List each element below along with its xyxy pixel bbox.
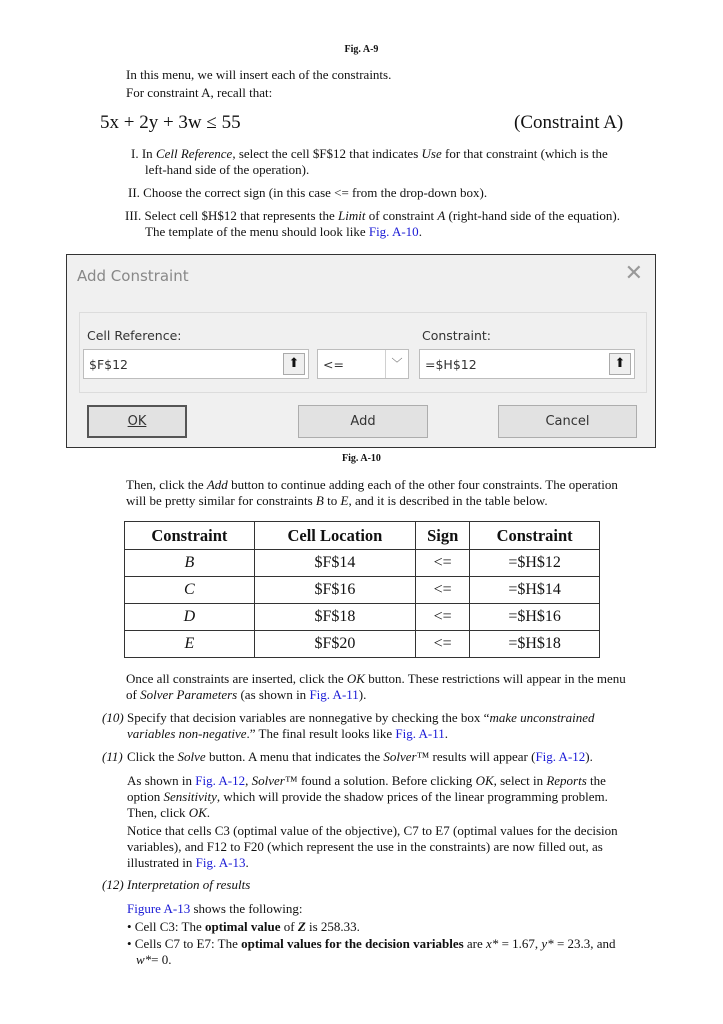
constraint-label: Constraint: <box>422 328 492 343</box>
table-cell: <= <box>416 577 470 604</box>
item-11-text-e: ™ results will appear ( <box>416 749 536 764</box>
item-10-text-b: make unconstrained <box>489 710 595 725</box>
item-12-heading <box>127 877 250 893</box>
step-1 <box>131 146 651 162</box>
intro-line-2: For constraint A, recall that: <box>126 85 273 100</box>
item-10-text-e: . <box>444 726 448 741</box>
add-button-label: Add <box>350 414 376 429</box>
table-cell: <= <box>416 604 470 631</box>
item-12-text: Interpretation of results <box>127 877 251 892</box>
table-cell: $F$20 <box>254 631 415 658</box>
cell-reference-value: $F$12 <box>89 357 129 372</box>
constraint-value: =$H$12 <box>425 357 477 372</box>
step-1-text-e: for that constraint (which is the <box>441 146 608 161</box>
notice-line-1: Notice that cells C3 (optimal value of the objective), C7 to E7 (optimal values for the decision <box>127 823 618 838</box>
table-cell: $F$14 <box>254 550 415 577</box>
constraint-input[interactable] <box>419 349 635 379</box>
item-11-text-b: Solve <box>177 749 206 764</box>
step-3-text-e: (right-hand side of the equation). <box>445 208 620 223</box>
once-text-b: OK <box>346 671 365 686</box>
table-cell: =$H$14 <box>470 577 600 604</box>
as-shown-g: Reports <box>546 773 587 788</box>
table-cell: B <box>125 550 255 577</box>
then-text-e: B <box>315 493 324 508</box>
bullet-1-d: Z <box>297 919 306 934</box>
step-1-text-b: Cell Reference <box>155 146 233 161</box>
bullet-2-b: optimal values for the decision variables <box>241 936 464 951</box>
results-intro-rest: shows the following: <box>190 901 303 916</box>
table-cell: E <box>125 631 255 658</box>
figure-caption-a10: Fig. A-10 <box>342 453 381 464</box>
item-11-number <box>102 749 123 765</box>
as-shown-f: , select in <box>493 773 547 788</box>
once-paragraph-line-1 <box>126 671 666 687</box>
item-11-text-c: button. A menu that indicates the <box>205 749 384 764</box>
bullet-1-c: of <box>280 919 298 934</box>
then-text-a: Then, click the <box>126 477 207 492</box>
step-3-text-c: of constraint <box>365 208 438 223</box>
step-1-number: I. <box>131 146 139 161</box>
step-3-text-d: A <box>437 208 446 223</box>
result-bullet-1 <box>127 919 360 935</box>
ok-button-label: OK <box>127 414 147 429</box>
fig-a13-link[interactable]: Fig. A-13 <box>195 855 246 870</box>
fig-a12-link-2[interactable]: Fig. A-12 <box>195 773 246 788</box>
figure-caption-a9: Fig. A-9 <box>344 44 379 55</box>
table-cell: =$H$12 <box>470 550 600 577</box>
item-11-text-f: ). <box>585 749 593 764</box>
bullet-2-g: = 23.3, and <box>553 936 616 951</box>
as-shown-e: OK <box>475 773 494 788</box>
bullet-2-a: • Cells C7 to E7: The <box>127 936 242 951</box>
header-cell-location: Cell Location <box>254 522 415 550</box>
item-10-number <box>102 710 124 726</box>
as-shown-m: OK <box>188 805 207 820</box>
item-10-num: (10) <box>102 710 124 725</box>
step-3-text-b: Limit <box>338 208 366 223</box>
table-row <box>125 604 600 631</box>
table-row <box>125 577 600 604</box>
step-2 <box>128 185 487 201</box>
chevron-down-icon[interactable]: ﹀ <box>385 350 408 378</box>
item-10-line-2 <box>127 726 667 742</box>
table-cell: <= <box>416 550 470 577</box>
as-shown-n: . <box>206 805 211 820</box>
bullet-2-d: x* <box>486 936 499 951</box>
constraints-table <box>124 521 600 658</box>
as-shown-b: , <box>245 773 252 788</box>
notice-line-2: variables), and F12 to F20 (which represent the use in the constraints) are now filled out, as <box>127 839 603 854</box>
table-cell: <= <box>416 631 470 658</box>
item-12-number <box>102 877 124 893</box>
bullet-2-e: = 1.67, <box>498 936 542 951</box>
fig-a10-link[interactable]: Fig. A-10 <box>368 224 419 239</box>
item-11-num: (11) <box>102 749 123 764</box>
bullet-2-i: = 0. <box>151 952 172 967</box>
as-shown-line-1 <box>127 773 667 789</box>
fig-a11-link-2[interactable]: Fig. A-11 <box>395 726 445 741</box>
as-shown-j: Sensitivity <box>163 789 217 804</box>
header-constraint-value: Constraint <box>470 522 600 550</box>
item-10-text-d: .” The final result looks like <box>246 726 396 741</box>
then-text-c: button to continue adding each of the other four constraints. The operation <box>227 477 618 492</box>
ok-button[interactable] <box>87 405 187 438</box>
bullet-2-f: y* <box>541 936 554 951</box>
header-constraint: Constraint <box>125 522 255 550</box>
bullet-2-c: are <box>463 936 487 951</box>
result-bullet-2-line-2 <box>136 952 172 968</box>
then-paragraph-line-1 <box>126 477 666 493</box>
table-header-row <box>125 522 600 550</box>
close-icon[interactable]: ✕ <box>624 261 643 286</box>
intro-line-1: In this menu, we will insert each of the constraints. <box>126 67 392 82</box>
cell-reference-input[interactable] <box>83 349 309 379</box>
notice-line-3b: . <box>245 855 249 870</box>
bullet-1-a: • Cell C3: The <box>127 919 205 934</box>
cancel-button[interactable] <box>498 405 637 438</box>
then-text-b: Add <box>206 477 228 492</box>
results-intro <box>127 901 303 917</box>
item-10-line-1 <box>127 710 667 726</box>
step-3-line-2-end: . <box>418 224 422 239</box>
step-3 <box>125 208 655 224</box>
once-paragraph-line-2 <box>126 687 666 703</box>
once-text-f: (as shown in <box>237 687 310 702</box>
table-cell: D <box>125 604 255 631</box>
item-11-line <box>127 749 667 765</box>
collapse-dialog-icon[interactable]: ⬆ <box>283 353 305 375</box>
table-cell: C <box>125 577 255 604</box>
table-cell: =$H$18 <box>470 631 600 658</box>
step-3-line-2-text: The template of the menu should look like <box>145 224 369 239</box>
item-12-num: (12) <box>102 877 124 892</box>
as-shown-a: As shown in <box>127 773 196 788</box>
sign-value: <= <box>323 357 344 372</box>
as-shown-c: Solver <box>251 773 285 788</box>
bullet-1-e: is 258.33. <box>305 919 360 934</box>
table-cell: $F$16 <box>254 577 415 604</box>
as-shown-k: , which will provide the shadow prices of the linear programming problem. <box>216 789 608 804</box>
as-shown-h: the <box>586 773 606 788</box>
step-2-number: II. <box>128 185 140 200</box>
constraint-a-formula: 5x + 2y + 3w ≤ 55 <box>100 112 241 133</box>
once-text-g: ). <box>358 687 367 702</box>
fig-a12-link[interactable]: Fig. A-12 <box>535 749 586 764</box>
table-row <box>125 631 600 658</box>
step-1-text-d: Use <box>421 146 442 161</box>
table-cell: $F$18 <box>254 604 415 631</box>
figure-a13-link[interactable]: Figure A-13 <box>127 901 191 916</box>
as-shown-line-3 <box>127 805 667 821</box>
fig-a11-link[interactable]: Fig. A-11 <box>309 687 359 702</box>
header-sign: Sign <box>416 522 470 550</box>
item-10-text-c: variables non-negative <box>127 726 247 741</box>
item-11-text-a: Click the <box>127 749 178 764</box>
step-1-line-2: left-hand side of the operation). <box>145 162 310 177</box>
step-3-line-2 <box>145 224 422 240</box>
once-text-a: Once all constraints are inserted, click the <box>126 671 347 686</box>
table-cell: =$H$16 <box>470 604 600 631</box>
step-3-text-a: Select cell $H$12 that represents the <box>144 208 338 223</box>
then-text-f: to <box>323 493 341 508</box>
sign-select[interactable] <box>317 349 409 379</box>
then-paragraph-line-2 <box>126 493 666 509</box>
table-row <box>125 550 600 577</box>
step-1-text-c: , select the cell $F$12 that indicates <box>232 146 422 161</box>
cancel-button-label: Cancel <box>545 414 590 429</box>
once-text-d: of <box>126 687 141 702</box>
dialog-title: Add Constraint <box>77 267 189 285</box>
result-bullet-2 <box>127 936 672 952</box>
as-shown-d: ™ found a solution. Before clicking <box>284 773 476 788</box>
item-10-text-a: Specify that decision variables are nonnegative by checking the box “ <box>127 710 490 725</box>
step-3-number: III. <box>125 208 142 223</box>
add-button[interactable] <box>298 405 428 438</box>
then-text-d: will be pretty similar for constraints <box>126 493 316 508</box>
then-text-h: , and it is described in the table below. <box>348 493 548 508</box>
step-2-text: Choose the correct sign (in this case <= from the drop-down box). <box>143 185 488 200</box>
once-text-c: button. These restrictions will appear in the menu <box>364 671 626 686</box>
add-constraint-dialog <box>66 254 656 448</box>
notice-line-3a: illustrated in <box>127 855 196 870</box>
cell-reference-label: Cell Reference: <box>87 328 182 343</box>
bullet-2-h: w* <box>136 952 152 967</box>
as-shown-i: option <box>127 789 164 804</box>
then-text-g: E <box>340 493 349 508</box>
as-shown-l: Then, click <box>127 805 189 820</box>
as-shown-line-2 <box>127 789 667 805</box>
item-11-text-d: Solver <box>383 749 417 764</box>
step-1-text-a: In <box>141 146 156 161</box>
constraint-a-label: (Constraint A) <box>514 112 624 133</box>
collapse-dialog-icon[interactable]: ⬆ <box>609 353 631 375</box>
once-text-e: Solver Parameters <box>140 687 238 702</box>
bullet-1-b: optimal value <box>204 919 281 934</box>
notice-line-3 <box>127 855 672 871</box>
